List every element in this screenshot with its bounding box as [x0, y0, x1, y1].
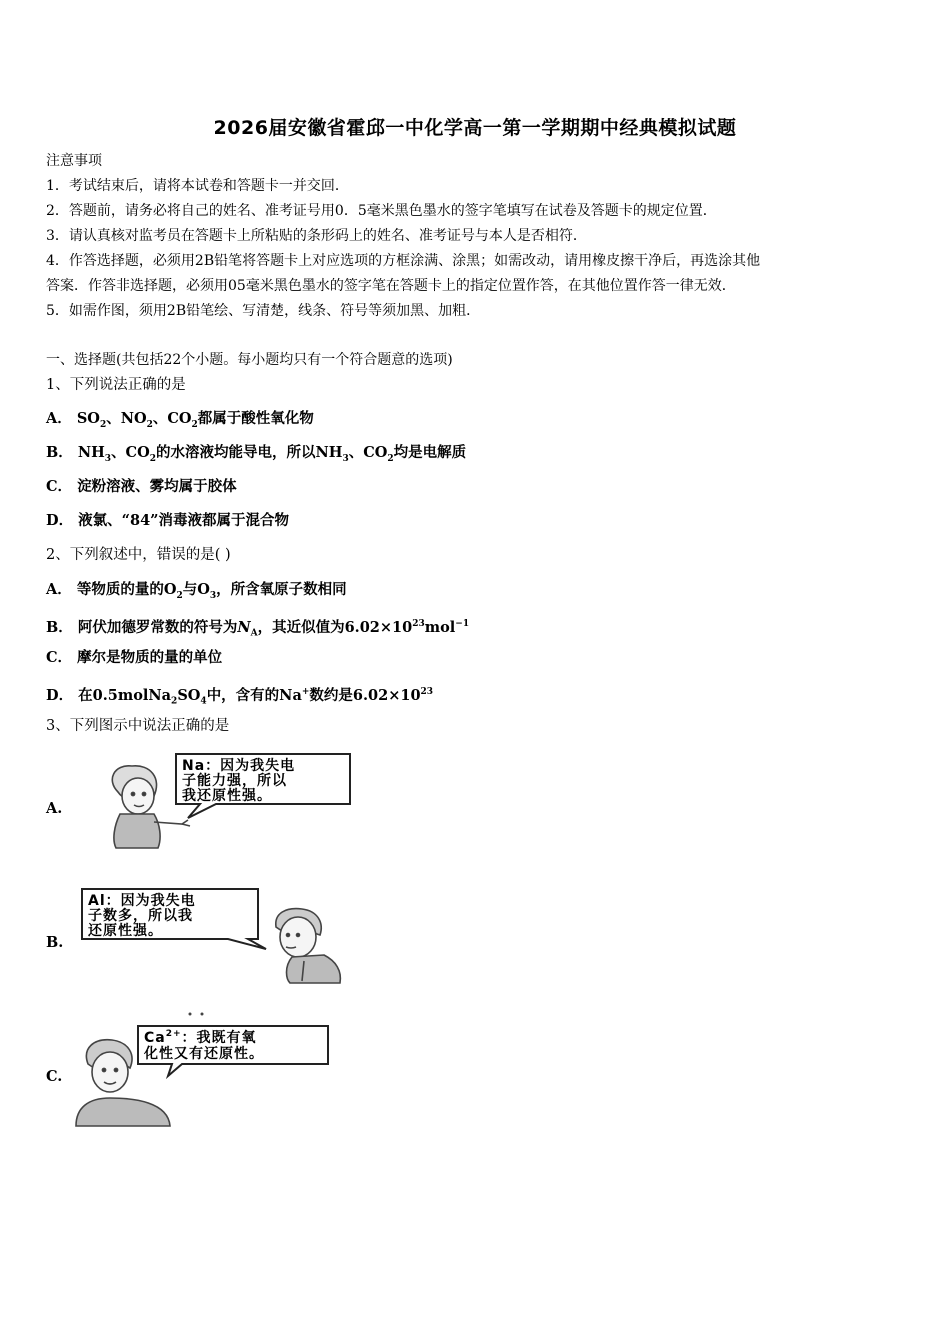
- page-title: 2026届安徽省霍邱一中化学高一第一学期期中经典模拟试题: [213, 117, 737, 139]
- q3-figure-a: [96, 752, 358, 852]
- q3-a-bubble-line-1: Na：因为我失电: [182, 758, 296, 774]
- q2-option-c: [46, 648, 222, 668]
- q2-option-c-text: 摩尔是物质的量的单位: [77, 649, 223, 666]
- q2-option-a: [46, 580, 347, 606]
- q3-c-bubble-prefix: Ca: [144, 1030, 166, 1046]
- q2-option-a-label: A．: [46, 581, 72, 598]
- q1-b-text: 、CO: [348, 444, 388, 461]
- q1-b-sub: 2: [387, 453, 394, 464]
- notice-item-5: 5．如需作图，须用2B铅笔绘、写清楚，线条、符号等须加黑、加粗．: [46, 303, 481, 319]
- q2-d-text: 数约是6.02×10: [309, 686, 421, 704]
- q2-option-c-label: C．: [46, 649, 73, 666]
- q3-b-bubble-line-3: 还原性强。: [88, 923, 163, 939]
- q2-a-text: 与O: [182, 581, 210, 598]
- q1-a-sub: 2: [99, 419, 107, 430]
- q3-option-a-label: A.: [46, 800, 63, 817]
- q3-c-bubble-sup: 2+: [165, 1029, 182, 1039]
- q1-b-text: 均是电解质: [393, 444, 467, 461]
- q1-a-text: SO: [76, 410, 100, 427]
- notice-item-4: 4．作答选择题，必须用2B铅笔将答题卡上对应选项的方框涂满、涂黑；如需改动，请用橡皮擦干净后，再选涂其他: [46, 253, 761, 269]
- q2-stem: 2、下列叙述中，错误的是( ): [46, 547, 231, 563]
- q2-b-text: mol: [424, 618, 456, 636]
- q2-b-sup: 23: [412, 619, 425, 629]
- q2-b-sup: −1: [455, 619, 470, 629]
- q1-stem: 1、下列说法正确的是: [46, 377, 186, 393]
- q1-option-d-text: 液氯、“84”消毒液都属于混合物: [78, 512, 289, 529]
- q1-option-b: [46, 443, 466, 469]
- q3-option-c-label: C.: [46, 1068, 63, 1085]
- q1-option-c-text: 淀粉溶液、雾均属于胶体: [77, 478, 237, 495]
- q2-a-text: ，所含氧原子数相同: [216, 581, 347, 598]
- q2-b-text: ，其近似值为6.02×10: [257, 618, 413, 636]
- q2-b-italic: N: [237, 618, 251, 636]
- q3-c-bubble-line-2: 化性又有还原性。: [144, 1046, 264, 1062]
- q1-a-sub: 2: [146, 419, 153, 430]
- notice-item-2: 2．答题前，请务必将自己的姓名、准考证号用0．5毫米黑色墨水的签字笔填写在试卷及答题卡的规定位置．: [46, 203, 717, 219]
- q3-b-bubble-line-1: Al：因为我失电: [88, 893, 196, 909]
- q3-stem: 3、下列图示中说法正确的是: [46, 718, 230, 734]
- q2-d-text: SO: [177, 686, 201, 704]
- q1-a-sub: 2: [191, 419, 198, 430]
- q2-a-sub: 2: [176, 590, 183, 601]
- q1-b-text: NH: [77, 444, 105, 461]
- q1-option-a: [46, 409, 314, 435]
- q2-d-sub: 4: [200, 696, 207, 707]
- q1-option-b-label: B．: [46, 444, 73, 461]
- q1-b-sub: 2: [149, 453, 156, 464]
- q3-option-b-label: B.: [46, 934, 64, 951]
- q1-a-text: 、CO: [152, 410, 192, 427]
- q2-d-text: 在0.5molNa: [78, 686, 172, 704]
- q2-option-d: [46, 682, 433, 712]
- notice-heading: 注意事项: [46, 153, 102, 169]
- q1-option-c-label: C．: [46, 478, 73, 495]
- q3-b-bubble-line-2: 子数多，所以我: [88, 908, 193, 924]
- q1-b-text: 的水溶液均能导电，所以NH: [156, 444, 343, 461]
- q3-c-bubble-rest: ：我既有氧: [181, 1030, 257, 1046]
- q2-option-b-label: B．: [46, 618, 73, 636]
- q2-b-sub: A: [250, 628, 258, 639]
- q2-a-sub: 3: [209, 590, 217, 601]
- boy-icon: [276, 909, 341, 983]
- q3-c-bubble-line-1: [144, 1029, 257, 1046]
- notice-item-3: 3．请认真核对监考员在答题卡上所粘贴的条形码上的姓名、准考证号与本人是否相符．: [46, 228, 587, 244]
- q1-b-sub: 3: [342, 453, 349, 464]
- q3-figure-b: [78, 887, 354, 985]
- notice-item-4-cont: 答案．作答非选择题，必须用05毫米黑色墨水的签字笔在答题卡上的指定位置作答，在其他位置作答一律无效．: [46, 278, 736, 294]
- q2-a-text: 等物质的量的O: [76, 581, 177, 598]
- q1-option-a-label: A．: [46, 410, 72, 427]
- q1-b-text: 、CO: [111, 444, 150, 461]
- q2-b-text: 阿伏加德罗常数的符号为: [77, 618, 238, 636]
- q3-a-bubble-line-2: 子能力强，所以: [182, 773, 287, 789]
- q2-d-sub: 2: [171, 696, 178, 707]
- q2-d-sup: 23: [420, 687, 434, 697]
- q1-a-text: 、NO: [106, 410, 147, 427]
- notice-item-1: 1．考试结束后，请将本试卷和答题卡一并交回．: [46, 178, 349, 194]
- q3-a-bubble-line-3: 我还原性强。: [182, 788, 272, 804]
- q2-d-text: 中，含有的Na: [206, 686, 302, 704]
- q2-d-sup: +: [301, 687, 310, 697]
- q2-option-d-label: D．: [46, 686, 74, 704]
- q1-option-d: [46, 511, 289, 531]
- q2-option-b: [46, 614, 469, 644]
- q1-b-sub: 3: [104, 453, 112, 464]
- section-heading: 一、选择题(共包括22个小题。每小题均只有一个符合题意的选项): [46, 352, 453, 368]
- q1-option-d-label: D．: [46, 512, 74, 529]
- q1-a-text: 都属于酸性氧化物: [197, 410, 314, 427]
- q3-figure-c: [72, 1010, 334, 1128]
- decorative-dots-icon: [189, 1013, 204, 1016]
- q1-option-c: [46, 477, 237, 497]
